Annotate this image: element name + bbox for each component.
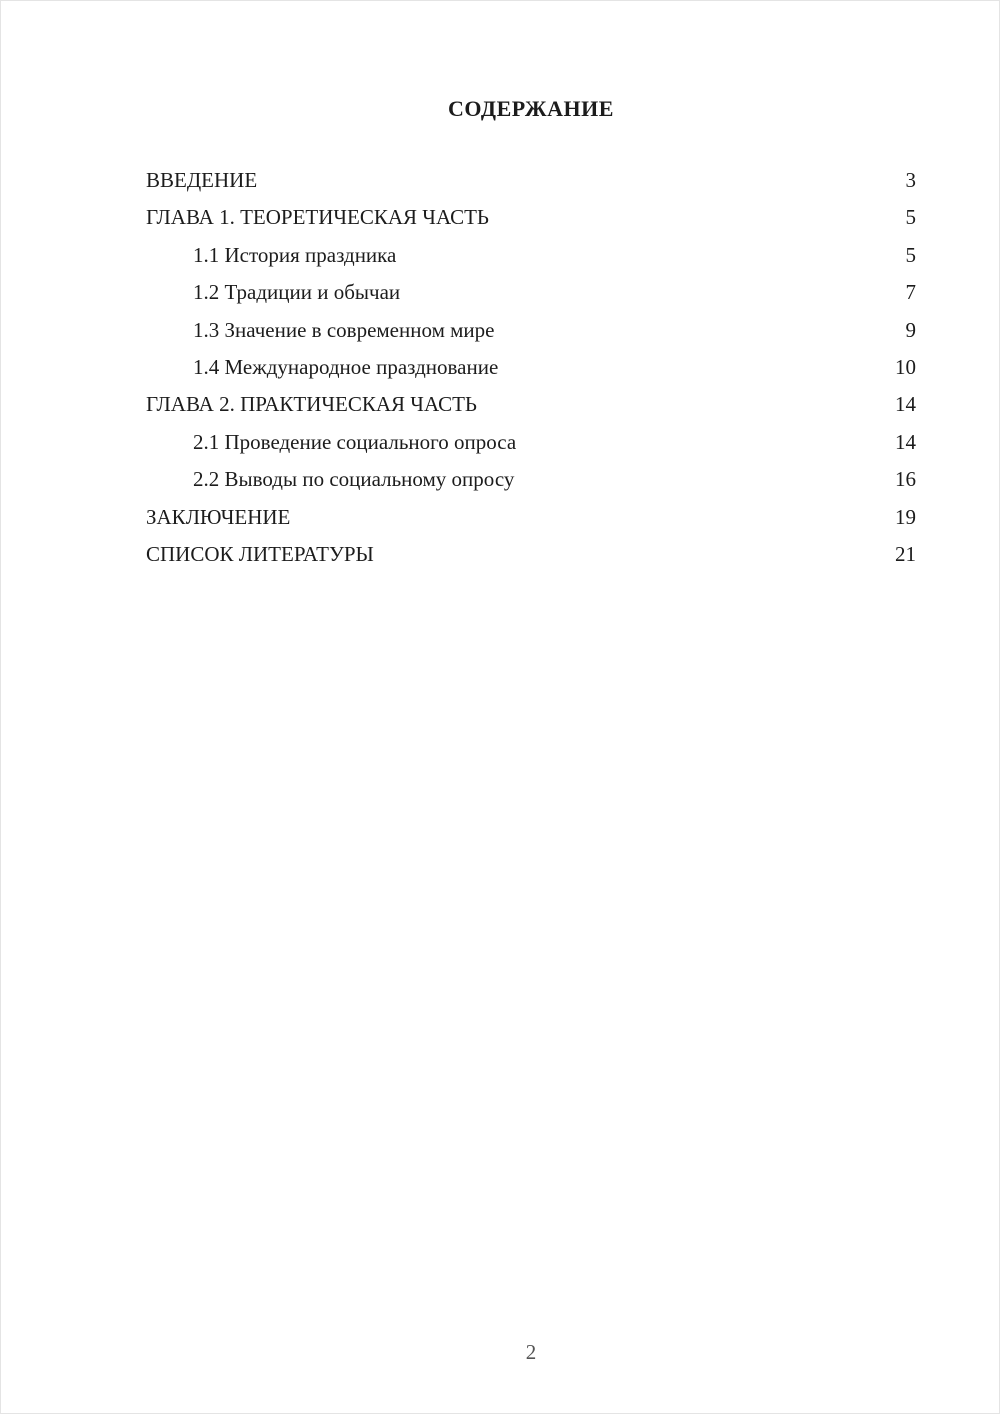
- toc-entry-page: 9: [905, 317, 916, 342]
- toc-entry-label: ГЛАВА 1. ТЕОРЕТИЧЕСКАЯ ЧАСТЬ: [146, 205, 489, 230]
- toc-entry: [146, 505, 916, 542]
- toc-entry-page: 7: [905, 280, 916, 305]
- toc-entry: [146, 355, 916, 392]
- toc-entry-label: ГЛАВА 2. ПРАКТИЧЕСКАЯ ЧАСТЬ: [146, 392, 477, 417]
- toc-entry-page: 5: [905, 205, 916, 230]
- toc-entry: [146, 168, 916, 205]
- toc-entry-page: 14: [895, 429, 916, 454]
- toc-entry: [146, 318, 916, 355]
- page-number-footer: 2: [525, 1340, 537, 1364]
- page-content: [146, 1, 916, 579]
- toc-entry-page: 5: [905, 242, 916, 267]
- toc-list: [146, 168, 916, 579]
- toc-entry-page: 10: [895, 354, 916, 379]
- toc-entry: [146, 280, 916, 317]
- toc-entry: [146, 430, 916, 467]
- toc-entry: [146, 467, 916, 504]
- toc-entry-label: ЗАКЛЮЧЕНИЕ: [146, 504, 291, 529]
- toc-entry-page: 14: [895, 392, 916, 417]
- toc-entry-page: 3: [905, 168, 916, 192]
- toc-entry: [146, 205, 916, 242]
- toc-entry: [146, 243, 916, 280]
- toc-entry: [146, 542, 916, 579]
- toc-entry-page: 16: [895, 467, 916, 492]
- page-title: СОДЕРЖАНИЕ: [448, 96, 614, 121]
- toc-entry-page: 21: [895, 541, 916, 566]
- toc-entry: [146, 392, 916, 429]
- toc-entry-label: ВВЕДЕНИЕ: [146, 168, 258, 192]
- toc-entry-label: 1.2 Традиции и обычаи: [193, 280, 401, 305]
- toc-entry-label: 1.3 Значение в современном мире: [193, 317, 495, 342]
- toc-entry-page: 19: [895, 504, 916, 529]
- toc-entry-label: 1.1 История праздника: [193, 242, 397, 267]
- toc-entry-label: 1.4 Международное празднование: [193, 354, 499, 379]
- toc-entry-label: СПИСОК ЛИТЕРАТУРЫ: [146, 541, 374, 566]
- toc-entry-label: 2.2 Выводы по социальному опросу: [193, 467, 515, 492]
- toc-entry-label: 2.1 Проведение социального опроса: [193, 429, 517, 454]
